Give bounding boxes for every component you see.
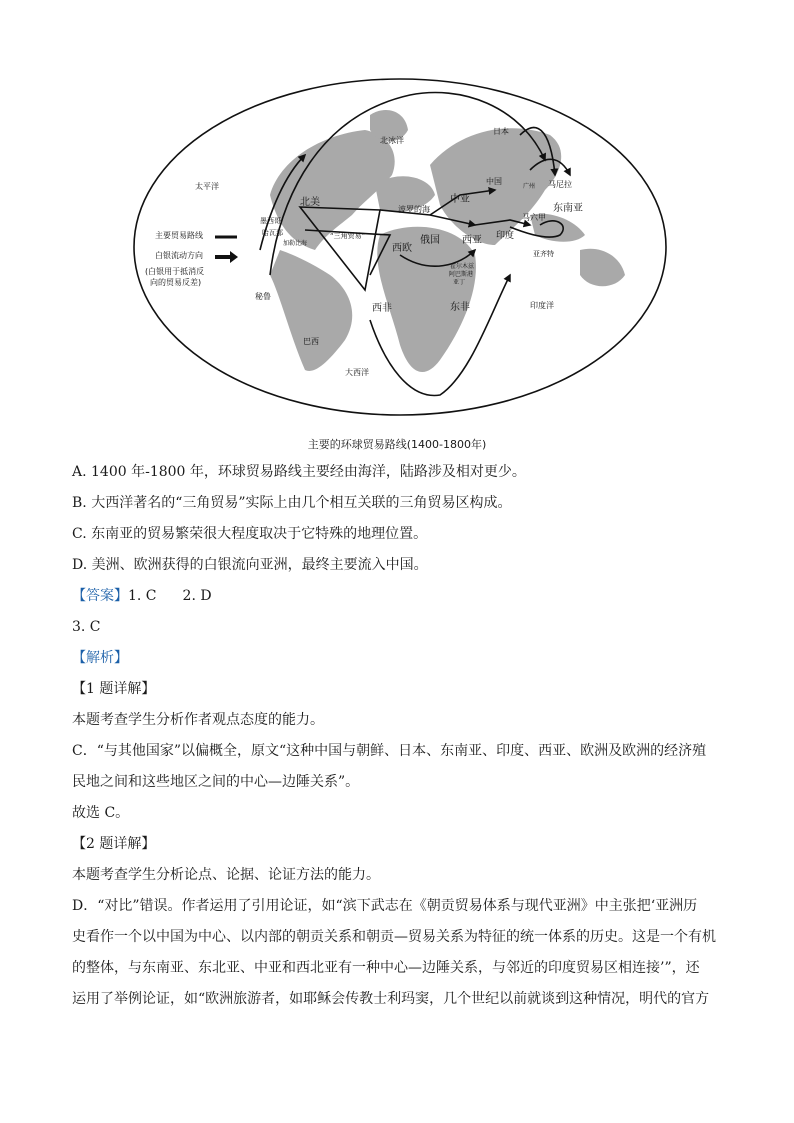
label-indian-ocean: 印度洋 [530, 301, 554, 310]
answer-3: 3. C [72, 619, 101, 635]
label-brazil: 巴西 [303, 337, 319, 346]
label-central-asia: 中亚 [450, 194, 470, 205]
map-caption: 主要的环球贸易路线(1400-1800年) [307, 438, 487, 451]
label-china: 中国 [486, 177, 502, 186]
q1-line-4: 故选 C。 [72, 805, 130, 821]
label-mexico: 墨西哥 [260, 217, 281, 225]
answer-2: 2. D [182, 588, 212, 604]
option-b: B. 大西洋著名的“三角贸易”实际上由几个相互关联的三角贸易区构成。 [72, 495, 512, 511]
legend-silver-note-1: (白银用于抵消反 [145, 267, 205, 276]
q2-line-4: 的整体，与东南亚、东北亚、中亚和西北亚有一种中心—边陲关系，与邻近的印度贸易区相连接’”，还 [72, 960, 700, 976]
label-havana: 哈瓦那 [262, 229, 283, 237]
q2-line-5: 运用了举例论证，如“欧洲旅游者，如耶稣会传教士利玛窦，几个世纪以前就谈到这种情况，明代的官方 [72, 991, 710, 1007]
analysis-label: 【解析】 [72, 650, 128, 666]
answer-label: 【答案】 [72, 588, 128, 604]
answer-line [72, 585, 732, 607]
label-hormuz: 霍尔木兹 [450, 263, 475, 270]
label-aden: 阿巴斯港 [449, 271, 474, 278]
option-d: D. 美洲、欧洲获得的白银流向亚洲，最终主要流入中国。 [72, 557, 428, 573]
label-west-africa: 西非 [372, 303, 392, 314]
label-japan: 日本 [493, 127, 509, 136]
label-north-america: 北美 [300, 197, 320, 208]
label-west-asia: 西亚 [462, 235, 482, 246]
trade-route-map [130, 75, 670, 420]
q2-heading: 【2 题详解】 [72, 836, 156, 852]
q2-line-2: D．“对比”错误。作者运用了引用论证，如“滨下武志在《朝贡贸易体系与现代亚洲》中主张把‘亚洲历 [72, 898, 698, 914]
label-east-africa: 东非 [450, 302, 470, 313]
label-peru: 秘鲁 [255, 292, 271, 301]
label-triangle-trade: “三角贸易” [330, 232, 366, 240]
legend-silver-note-2: 向的贸易反差) [150, 278, 202, 287]
label-manila: 马尼拉 [548, 180, 572, 189]
label-malacca: 马六甲 [522, 213, 546, 222]
label-arctic: 北冰洋 [380, 136, 404, 145]
label-southeast-asia: 东南亚 [553, 203, 583, 214]
label-aceh: 亚齐特 [533, 250, 554, 258]
legend-silver-label: 白银流动方向 [155, 251, 203, 260]
q1-line-1: 本题考查学生分析作者观点态度的能力。 [72, 712, 324, 728]
label-yemen: 亚丁 [453, 279, 466, 286]
answer-1: 1. C [128, 588, 157, 604]
label-pacific: 太平洋 [195, 182, 219, 191]
label-guangzhou: 广州 [523, 183, 536, 190]
world-map-svg [130, 75, 670, 420]
label-india: 印度 [496, 231, 515, 241]
label-caribbean: 加勒比海 [283, 240, 308, 247]
label-atlantic: 大西洋 [345, 368, 369, 377]
label-russia: 俄国 [420, 235, 440, 246]
q2-line-3: 史看作一个以中国为中心、以内部的朝贡关系和朝贡—贸易关系为特征的统一体系的历史。这是一个有机 [72, 929, 716, 945]
option-c: C. 东南亚的贸易繁荣很大程度取决于它特殊的地理位置。 [72, 526, 428, 542]
option-a: A. 1400 年-1800 年，环球贸易路线主要经由海洋，陆路涉及相对更少。 [72, 464, 526, 480]
legend-route-label: 主要贸易路线 [155, 231, 203, 240]
q1-line-2: C．“与其他国家”以偏概全，原文“这种中国与朝鲜、日本、东南亚、印度、西亚、欧洲及欧洲的经济殖 [72, 743, 707, 759]
label-western-europe: 西欧 [392, 243, 412, 254]
label-baltic: 波罗的海 [398, 205, 430, 214]
q2-line-1: 本题考查学生分析论点、论据、论证方法的能力。 [72, 867, 380, 883]
q1-line-3: 民地之间和这些地区之间的中心—边陲关系”。 [72, 774, 360, 790]
q1-heading: 【1 题详解】 [72, 681, 156, 697]
